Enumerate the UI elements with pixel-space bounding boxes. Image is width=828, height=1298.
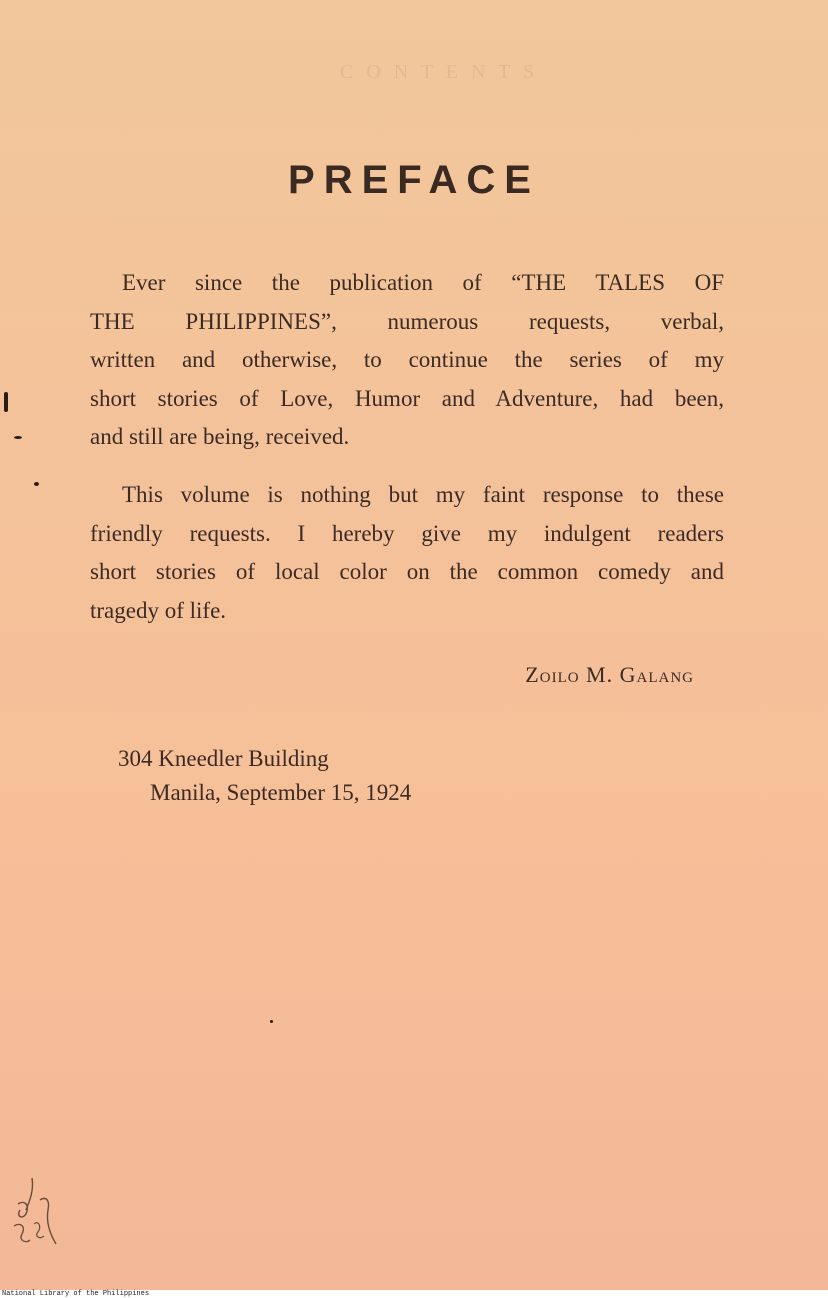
bleed-through-texture: C O N T E N T S	[340, 61, 538, 83]
paragraph-line: THE PHILIPPINES”, numerous requests, verbal,	[90, 308, 724, 334]
paragraph-line: Ever since the publication of “THE TALES OF	[122, 270, 724, 295]
paragraph-line: written and otherwise, to continue the series of my	[90, 347, 724, 372]
paragraph-line: friendly requests. I hereby give my indulgent readers	[90, 520, 724, 546]
ink-speck	[270, 1020, 273, 1023]
paragraph-line: short stories of local color on the common comedy and	[90, 559, 724, 584]
preface-paragraph-1	[90, 264, 724, 457]
paragraph-line: tragedy of life.	[90, 597, 227, 623]
author-signature: Zoilo M. Galang	[525, 662, 694, 687]
library-credit: National Library of the Philippines	[2, 1290, 150, 1298]
handwritten-mark-icon	[4, 1170, 74, 1260]
ink-speck	[4, 392, 8, 412]
paragraph-line: This volume is nothing but my faint response to these	[122, 482, 724, 507]
paragraph-line: short stories of Love, Humor and Adventure, had been,	[90, 385, 724, 411]
preface-paragraph-2	[90, 476, 724, 630]
address-block	[118, 742, 411, 810]
paragraph-line: and still are being, received.	[90, 424, 350, 449]
page-title: PREFACE	[288, 158, 540, 202]
ink-speck	[14, 436, 22, 439]
address-line-1: 304 Kneedler Building	[118, 746, 329, 771]
ink-speck	[34, 482, 39, 486]
address-line-2: Manila, September 15, 1924	[150, 780, 412, 805]
